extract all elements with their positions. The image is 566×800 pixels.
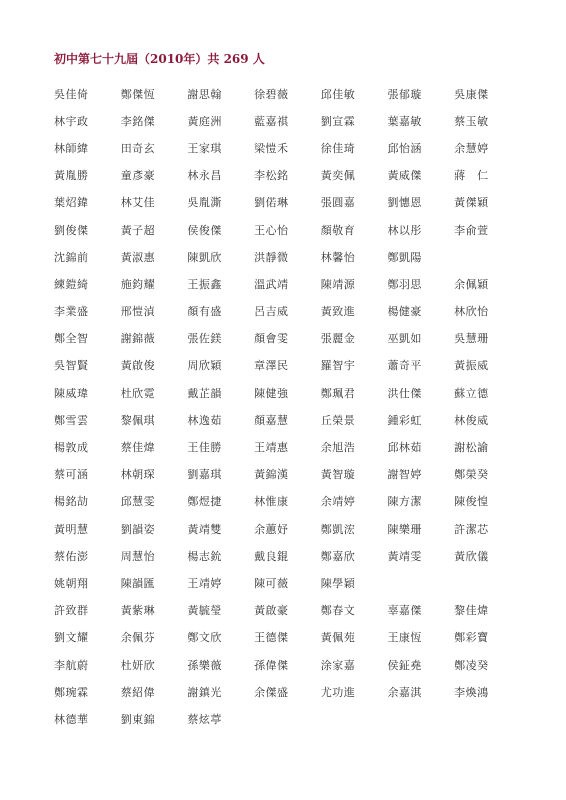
student-name: 鄭凱陽 [387, 250, 422, 264]
student-name: 黎佳煒 [454, 604, 489, 618]
student-name: 邱慧雯 [120, 495, 156, 509]
student-name: 余靖婷 [320, 495, 356, 509]
student-name: 蔡玉敏 [454, 114, 489, 128]
student-name: 涂家嘉 [320, 658, 356, 672]
student-name: 黃啟俊 [120, 359, 156, 373]
name-row [54, 352, 514, 379]
student-name: 王心怡 [254, 223, 289, 237]
student-name: 楊銘劼 [54, 495, 89, 509]
student-name: 蘇立德 [454, 386, 489, 400]
student-name: 陳健強 [254, 386, 289, 400]
student-name: 陳靖源 [320, 277, 356, 291]
name-row [54, 325, 514, 352]
student-name: 王靖婷 [187, 576, 222, 590]
student-name: 吳慧珊 [454, 332, 489, 346]
student-name: 林艾佳 [120, 196, 156, 210]
name-list [54, 80, 514, 733]
student-name: 劉宣霖 [320, 114, 356, 128]
student-name: 林俊威 [454, 413, 489, 427]
name-row [54, 298, 514, 325]
student-name: 黃佩苑 [320, 631, 356, 645]
student-name: 王靖惠 [254, 441, 289, 455]
student-name: 鄭雪雲 [54, 413, 89, 427]
student-name: 尤功進 [320, 685, 356, 699]
student-name: 吳胤澌 [187, 196, 222, 210]
name-row [54, 216, 514, 243]
name-row [54, 189, 514, 216]
student-name: 謝鎮光 [187, 685, 222, 699]
name-row [54, 515, 514, 542]
student-name: 蔡佳煒 [120, 441, 156, 455]
student-name: 洪靜微 [254, 250, 289, 264]
student-name: 杜妍欣 [120, 658, 156, 672]
student-name: 黃紫琳 [120, 604, 156, 618]
student-name: 楊敦成 [54, 441, 89, 455]
student-name: 林德華 [54, 712, 89, 726]
student-name: 謝智婷 [387, 468, 422, 482]
student-name: 黃淑惠 [120, 250, 156, 264]
student-name: 謝思翰 [187, 87, 222, 101]
student-name: 李銘傑 [120, 114, 156, 128]
student-name: 施鈞耀 [120, 277, 156, 291]
student-name: 周慧怡 [120, 549, 156, 563]
student-name: 蔡可涵 [54, 468, 89, 482]
student-name: 藍嘉祺 [254, 114, 289, 128]
student-name: 余蕙妤 [254, 522, 289, 536]
student-name: 戴芷韻 [187, 386, 222, 400]
student-name: 周欣穎 [187, 359, 222, 373]
student-name: 杜欣霓 [120, 386, 156, 400]
student-name: 黃靖雙 [187, 522, 222, 536]
student-name: 徐碧薇 [254, 87, 289, 101]
name-row [54, 379, 514, 406]
student-name: 李航蔚 [54, 658, 89, 672]
student-name: 王家琪 [187, 141, 222, 155]
student-name: 李煥鴻 [454, 685, 489, 699]
student-name: 洪仕傑 [387, 386, 422, 400]
name-row [54, 270, 514, 297]
name-row [54, 597, 514, 624]
name-row [54, 542, 514, 569]
student-name: 鄭文欣 [187, 631, 222, 645]
student-name: 鄭羽思 [387, 277, 422, 291]
name-row [54, 624, 514, 651]
student-name: 林以彤 [387, 223, 422, 237]
student-name: 鄭凱浤 [320, 522, 356, 536]
student-name: 辜嘉傑 [387, 604, 422, 618]
student-name: 林朝琛 [120, 468, 156, 482]
student-name: 黃靖雯 [387, 549, 422, 563]
student-name: 蕭奇平 [387, 359, 422, 373]
student-name: 劉東錦 [120, 712, 156, 726]
student-name: 陳樂珊 [387, 522, 422, 536]
student-name: 葉嘉敏 [387, 114, 422, 128]
student-name: 劉偌琳 [254, 196, 289, 210]
student-name: 黃錦漢 [254, 468, 289, 482]
student-name: 戴良錕 [254, 549, 289, 563]
student-name: 黃傑穎 [454, 196, 489, 210]
name-row [54, 162, 514, 189]
student-name: 邢愷湞 [120, 305, 156, 319]
name-row [54, 406, 514, 433]
student-name: 張麗金 [320, 332, 356, 346]
student-name: 鄭全智 [54, 332, 89, 346]
student-name: 邱林茹 [387, 441, 422, 455]
student-name: 章澤民 [254, 359, 289, 373]
student-name: 顏敬育 [320, 223, 356, 237]
student-name: 梁愷禾 [254, 141, 289, 155]
student-name: 余佩穎 [454, 277, 489, 291]
student-name: 黃智璇 [320, 468, 356, 482]
student-name: 余嘉淇 [387, 685, 422, 699]
student-name: 林馨怡 [320, 250, 356, 264]
name-row [54, 433, 514, 460]
student-name: 鄭春文 [320, 604, 356, 618]
name-row [54, 569, 514, 596]
student-name: 邱佳敏 [320, 87, 356, 101]
student-name: 劉憓恩 [387, 196, 422, 210]
student-name: 林欣怡 [454, 305, 489, 319]
student-name: 黃振威 [454, 359, 489, 373]
student-name: 鍾彩虹 [387, 413, 422, 427]
student-name: 羅智宇 [320, 359, 356, 373]
student-name: 丘榮景 [320, 413, 356, 427]
student-name: 鄭傑恆 [120, 87, 156, 101]
student-name: 鄭珮君 [320, 386, 356, 400]
student-name: 陳學穎 [320, 576, 356, 590]
student-name: 徐佳琦 [320, 141, 356, 155]
student-name: 黃庭洲 [187, 114, 222, 128]
student-name: 蔡紹偉 [120, 685, 156, 699]
name-row [54, 651, 514, 678]
student-name: 張郁璇 [387, 87, 422, 101]
student-name: 黃致進 [320, 305, 356, 319]
student-name: 童彥豪 [120, 169, 156, 183]
student-name: 黎佩琪 [120, 413, 156, 427]
student-name: 黃威傑 [387, 169, 422, 183]
student-name: 邱怡涵 [387, 141, 422, 155]
student-name: 李業盛 [54, 305, 89, 319]
student-name: 王佳勝 [187, 441, 222, 455]
student-name: 張佐鎂 [187, 332, 222, 346]
student-name: 巫凱如 [387, 332, 422, 346]
student-name: 楊志鈗 [187, 549, 222, 563]
name-row [54, 243, 514, 270]
student-name: 黃欣儀 [454, 549, 489, 563]
student-name: 余傑盛 [254, 685, 289, 699]
student-name: 溫武靖 [254, 277, 289, 291]
name-row [54, 80, 514, 107]
student-name: 蔣 仁 [454, 169, 489, 183]
student-name: 陳韻匯 [120, 576, 156, 590]
student-name: 陳俊惶 [454, 495, 489, 509]
student-name: 黃胤勝 [54, 169, 89, 183]
student-name: 沈錦前 [54, 250, 89, 264]
student-name: 林逸茹 [187, 413, 222, 427]
student-name: 黃毓瑩 [187, 604, 222, 618]
student-name: 葉炤鍏 [54, 196, 89, 210]
name-row [54, 461, 514, 488]
student-name: 田奇玄 [120, 141, 156, 155]
student-name: 顏會雯 [254, 332, 289, 346]
student-name: 楊健豪 [387, 305, 422, 319]
student-name: 練鎧綺 [54, 277, 89, 291]
student-name: 侯俊傑 [187, 223, 222, 237]
student-name: 劉嘉琪 [187, 468, 222, 482]
student-name: 侯鉦堯 [387, 658, 422, 672]
student-name: 孫樂薇 [187, 658, 222, 672]
student-name: 劉俊傑 [54, 223, 89, 237]
name-row [54, 107, 514, 134]
student-name: 謝松諭 [454, 441, 489, 455]
student-name: 黃啟豪 [254, 604, 289, 618]
student-name: 許致群 [54, 604, 89, 618]
student-name: 王振鑫 [187, 277, 222, 291]
student-name: 吳康傑 [454, 87, 489, 101]
student-name: 陳凱欣 [187, 250, 222, 264]
student-name: 蔡佑澎 [54, 549, 89, 563]
student-name: 謝錦薇 [120, 332, 156, 346]
student-name: 呂吉威 [254, 305, 289, 319]
page-title: 初中第七十九屆（2010年）共 269 人 [54, 52, 265, 66]
student-name: 鄭彩寶 [454, 631, 489, 645]
student-name: 鄭琬霖 [54, 685, 89, 699]
name-row [54, 705, 514, 732]
student-name: 孫偉傑 [254, 658, 289, 672]
student-name: 王康恆 [387, 631, 422, 645]
student-name: 林永昌 [187, 169, 222, 183]
student-name: 許潔芯 [454, 522, 489, 536]
name-row [54, 134, 514, 161]
student-name: 鄭煜捷 [187, 495, 222, 509]
student-name: 余佩芬 [120, 631, 156, 645]
student-name: 顏有盛 [187, 305, 222, 319]
student-name: 姚朝翔 [54, 576, 89, 590]
student-name: 張圓嘉 [320, 196, 356, 210]
student-name: 余慧婷 [454, 141, 489, 155]
student-name: 李俞萱 [454, 223, 489, 237]
student-name: 黃奕佩 [320, 169, 356, 183]
student-name: 吳智賢 [54, 359, 89, 373]
student-name: 吳佳倚 [54, 87, 89, 101]
student-name: 劉韻姿 [120, 522, 156, 536]
student-name: 鄭嘉欣 [320, 549, 356, 563]
name-row [54, 678, 514, 705]
student-name: 陳威瑋 [54, 386, 89, 400]
name-row [54, 488, 514, 515]
student-name: 顏嘉慧 [254, 413, 289, 427]
student-name: 李松銘 [254, 169, 289, 183]
student-name: 余旭浩 [320, 441, 356, 455]
student-name: 鄭凌癸 [454, 658, 489, 672]
student-name: 王德傑 [254, 631, 289, 645]
student-name: 陳可薇 [254, 576, 289, 590]
student-name: 黃子超 [120, 223, 156, 237]
student-name: 陳方潔 [387, 495, 422, 509]
student-name: 劉文耀 [54, 631, 89, 645]
student-name: 蔡炫葶 [187, 712, 222, 726]
student-name: 黃明慧 [54, 522, 89, 536]
student-name: 林宇政 [54, 114, 89, 128]
student-name: 林惟康 [254, 495, 289, 509]
student-name: 鄭榮癸 [454, 468, 489, 482]
student-name: 林師緯 [54, 141, 89, 155]
